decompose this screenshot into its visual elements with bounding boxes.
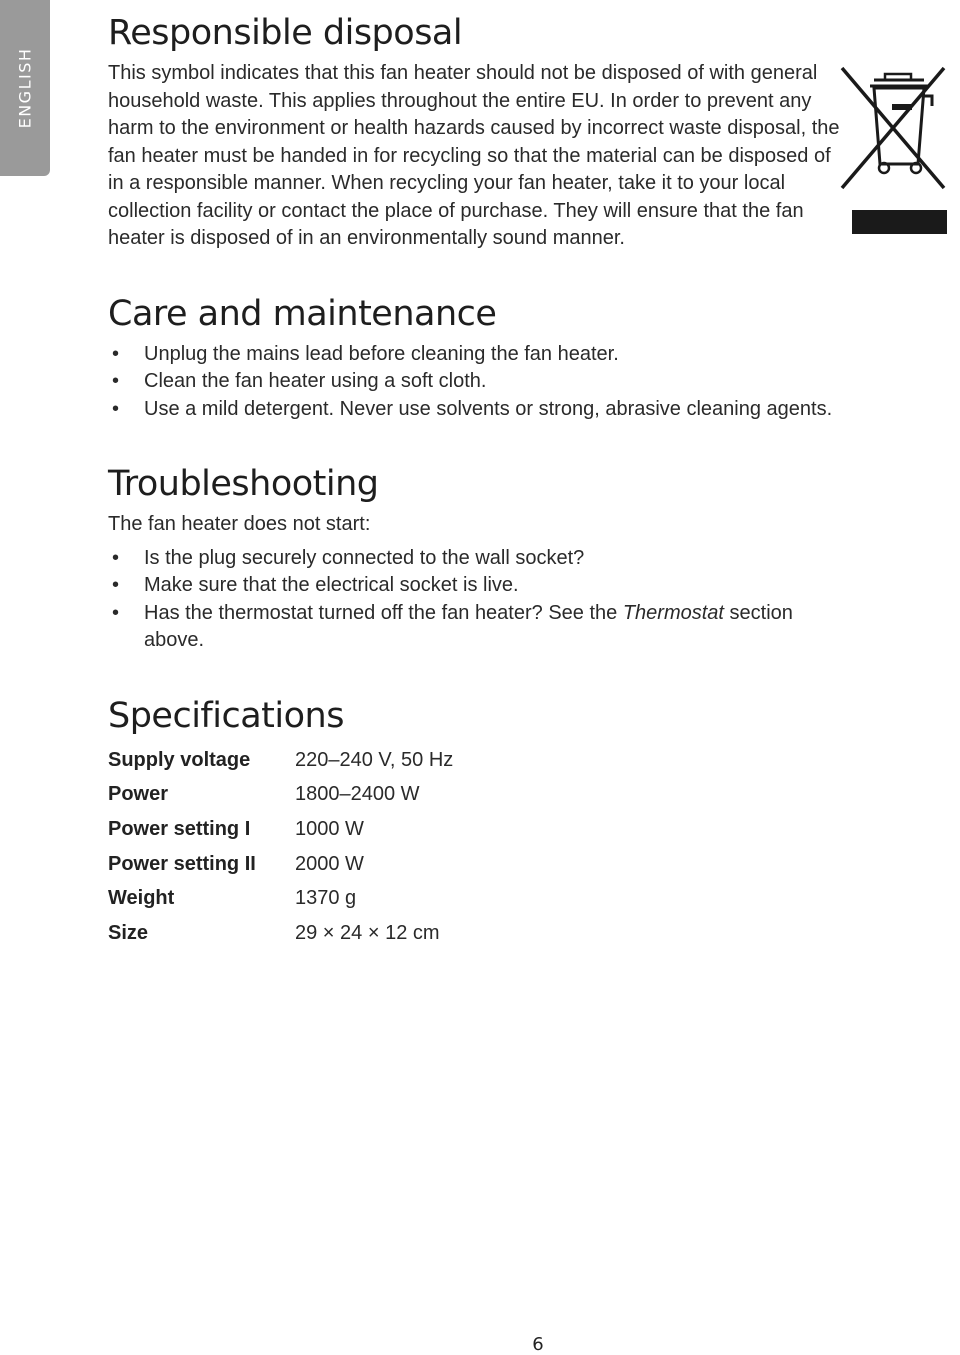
language-tab [0,0,50,176]
spec-row [108,743,453,778]
section-responsible-disposal [108,10,848,253]
specifications-table [108,743,453,951]
spec-value: 1370 g [295,887,357,910]
heading-care-and-maintenance: Care and maintenance [108,293,497,334]
spec-value: 220–240 V, 50 Hz [295,748,454,771]
spec-label: Weight [108,887,175,910]
section-specifications [108,693,848,951]
spec-row [108,812,453,847]
heading-specifications: Specifications [108,695,344,736]
troubleshooting-list [108,545,848,655]
care-item: • Clean the fan heater using a soft cloth. [108,368,848,396]
troubleshooting-item: • Make sure that the electrical socket is live. [108,572,848,600]
troubleshooting-intro: The fan heater does not start: [108,513,371,535]
section-care-and-maintenance [108,291,848,424]
troubleshooting-item: • Is the plug securely connected to the wall socket? [108,545,848,573]
spec-row [108,847,453,882]
spec-label: Power setting II [108,852,256,875]
disposal-paragraph: This symbol indicates that this fan heater should not be disposed of with general household waste. This applies throughout the entire EU. In order to prevent any harm to the environment or health hazards caused by incorrect waste disposal, the fan heater must be handed in for recycling so that the material can be disposed of in a responsible manner. When recycling your fan heater, take it to your local collection facility or contact the place of purchase. They will ensure that the fan heater is disposed of in an environmentally sound manner. [108,62,840,249]
spec-value: 1000 W [295,817,364,840]
page-content [108,10,848,951]
spec-label: Size [108,922,149,945]
spec-value: 29 × 24 × 12 cm [295,922,440,945]
troubleshooting-item-text-end: section above. [144,601,793,651]
heading-troubleshooting: Troubleshooting [108,464,379,504]
care-list [108,341,848,424]
care-item: • Use a mild detergent. Never use solvents or strong, abrasive cleaning agents. [108,396,848,424]
spec-label: Supply voltage [108,748,251,771]
troubleshooting-item-text: Has the thermostat turned off the fan heater? See the [144,601,623,624]
spec-row [108,881,453,916]
troubleshooting-item [108,600,848,655]
section-troubleshooting [108,461,848,655]
language-tab-label: ENGLISH [15,47,35,129]
thermostat-reference: Thermostat [622,601,724,624]
heading-responsible-disposal: Responsible disposal [108,13,463,53]
page-number: 6 [532,1334,544,1355]
spec-row [108,916,453,951]
spec-value: 2000 W [295,852,364,875]
care-item: • Unplug the mains lead before cleaning the fan heater. [108,341,848,369]
spec-row [108,777,453,812]
spec-label: Power [108,783,169,806]
spec-label: Power setting I [108,817,251,840]
weee-crossed-bin-icon [840,66,948,236]
spec-value: 1800–2400 W [295,783,420,806]
